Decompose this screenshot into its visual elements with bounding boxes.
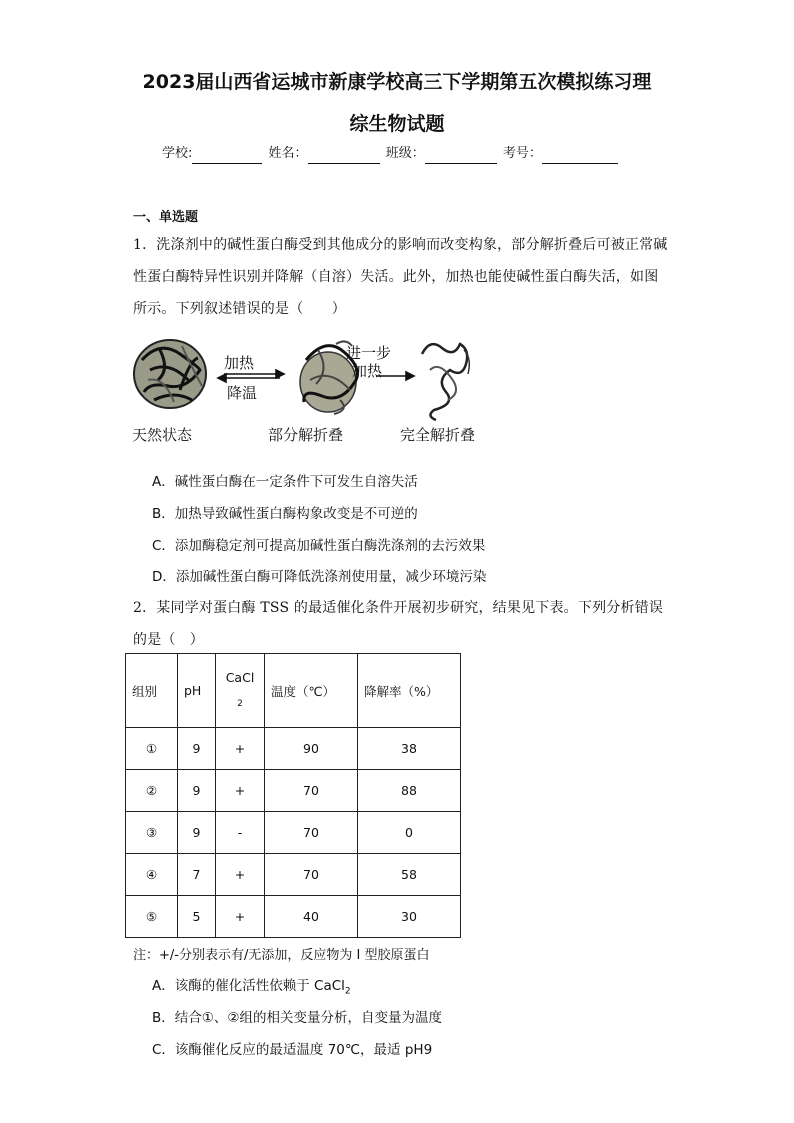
cell-ph: 5 [178,896,216,938]
native-state-label: 天然状态 [132,426,193,444]
arrow2-top-label: 进一步 [346,344,392,362]
native-protein-shape [134,340,206,408]
partial-unfolded-label: 部分解折叠 [268,426,344,444]
q2-option-a [152,976,351,1002]
cell-degradation: 30 [358,896,461,938]
section-title: 一、单选题 [133,210,199,225]
q1-option-c: C．添加酶稳定剂可提高加碱性蛋白酶洗涤剂的去污效果 [152,538,486,554]
q2-option-c: C．该酶催化反应的最适温度 70℃，最适 pH9 [152,1042,433,1058]
cell-cacl2: + [216,728,265,770]
cell-ph: 9 [178,812,216,854]
question-2-text: 2．某同学对蛋白酶 TSS 的最适催化条件开展初步研究，结果见下表。下列分析错误的是（ ） [133,600,664,648]
table-row [126,770,461,812]
cell-cacl2: - [216,812,265,854]
q2-option-a-subscript: 2 [344,986,351,997]
cell-degradation: 88 [358,770,461,812]
arrow2-bottom-label: 加热 [352,362,383,380]
full-unfolded-label: 完全解折叠 [400,426,476,444]
header-group: 组别 [126,654,178,728]
document-title-line2: 综生物试题 [349,113,445,135]
name-label: 姓名： [268,146,308,161]
cell-cacl2: + [216,770,265,812]
cell-temperature: 90 [265,728,358,770]
cell-group: ② [126,770,178,812]
cell-cacl2: + [216,854,265,896]
header-cacl-text: CaCl [225,669,255,685]
cell-temperature: 40 [265,896,358,938]
table-row [126,728,461,770]
table-row [126,812,461,854]
table-note: 注：+/-分别表示有/无添加，反应物为 I 型胶原蛋白 [133,948,430,963]
school-label: 学校: [162,146,193,161]
cell-degradation: 38 [358,728,461,770]
q2-option-a-text: A．该酶的催化活性依赖于 CaCl [152,978,345,994]
cell-group: ③ [126,812,178,854]
school-blank [192,149,262,164]
full-unfolded-protein-shape [422,344,469,420]
cell-temperature: 70 [265,812,358,854]
arrow1-top-label: 加热 [224,354,255,372]
name-blank [308,149,380,164]
cell-group: ④ [126,854,178,896]
number-label: 考号： [502,146,542,161]
table-header-row [126,654,461,728]
results-table [125,653,461,938]
q2-option-b: B．结合①、②组的相关变量分析，自变量为温度 [152,1010,442,1026]
cell-ph: 9 [178,770,216,812]
header-ph: pH [178,654,216,728]
cell-degradation: 0 [358,812,461,854]
protein-illustration [130,330,480,426]
cell-degradation: 58 [358,854,461,896]
cell-temperature: 70 [265,770,358,812]
table-row [126,896,461,938]
class-label: 班级： [385,146,425,161]
cell-cacl2: + [216,896,265,938]
arrow1-bottom-label: 降温 [227,384,258,402]
student-info-row [162,144,642,164]
cell-group: ① [126,728,178,770]
cell-ph: 9 [178,728,216,770]
q1-option-a: A．碱性蛋白酶在一定条件下可发生自溶失活 [152,474,418,490]
header-temperature: 温度（℃） [265,654,358,728]
document-title-line1: 2023届山西省运城市新康学校高三下学期第五次模拟练习理 [142,71,652,93]
header-cacl-subscript: 2 [237,698,243,709]
q1-option-b: B．加热导致碱性蛋白酶构象改变是不可逆的 [152,506,418,522]
cell-ph: 7 [178,854,216,896]
header-cacl2 [216,654,265,728]
protein-folding-figure [130,330,480,446]
question-1-text: 1．洗涤剂中的碱性蛋白酶受到其他成分的影响而改变构象，部分解折叠后可被正常碱性蛋白酶特异性识别并降解（自溶）失活。此外，加热也能使碱性蛋白酶失活，如图所示。下列叙述错误的是（ ） [133,237,668,317]
cell-group: ⑤ [126,896,178,938]
number-blank [542,149,618,164]
class-blank [425,149,497,164]
q1-option-d: D．添加碱性蛋白酶可降低洗涤剂使用量，减少环境污染 [152,569,487,585]
header-degradation-rate: 降解率（%） [358,654,461,728]
cell-temperature: 70 [265,854,358,896]
table-row [126,854,461,896]
